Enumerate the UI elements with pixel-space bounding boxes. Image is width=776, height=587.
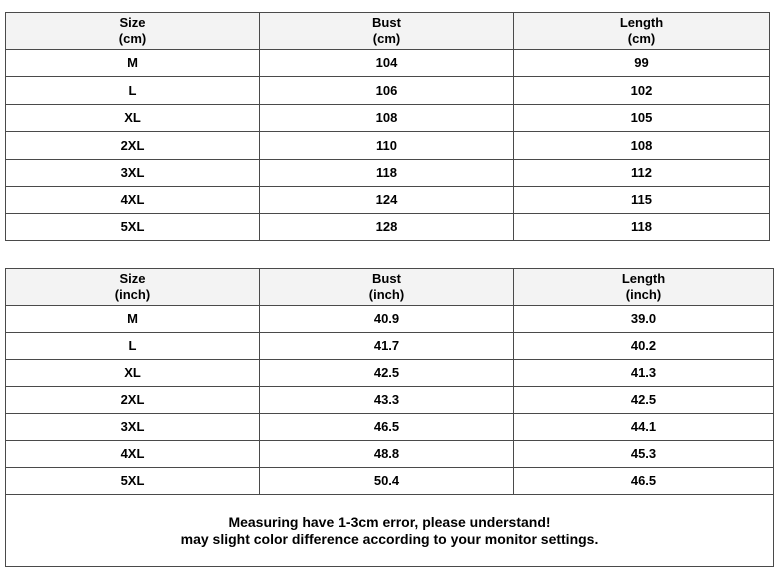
bust-cell: 50.4 <box>260 468 514 495</box>
size-table-cm <box>5 12 770 241</box>
size-cell: XL <box>6 105 260 132</box>
length-cell: 42.5 <box>514 387 774 414</box>
length-cell: 118 <box>514 214 770 241</box>
bust-cell: 106 <box>260 77 514 105</box>
length-cell: 112 <box>514 160 770 187</box>
header-bust: Bust (inch) <box>260 269 514 306</box>
length-cell: 40.2 <box>514 333 774 360</box>
size-cell: 2XL <box>6 387 260 414</box>
length-cell: 45.3 <box>514 441 774 468</box>
table-row <box>6 214 770 241</box>
bust-cell: 124 <box>260 187 514 214</box>
size-cell: L <box>6 333 260 360</box>
table-row <box>6 160 770 187</box>
bust-cell: 42.5 <box>260 360 514 387</box>
note-color: may slight color difference according to your monitor settings. <box>180 530 599 547</box>
bust-cell: 41.7 <box>260 333 514 360</box>
bust-cell: 110 <box>260 132 514 160</box>
table-row <box>6 77 770 105</box>
table-row <box>6 50 770 77</box>
size-table-inch <box>5 268 774 567</box>
table-row <box>6 306 774 333</box>
table-row <box>6 187 770 214</box>
table-row <box>6 414 774 441</box>
table-row <box>6 105 770 132</box>
header-row <box>6 269 774 306</box>
length-cell: 99 <box>514 50 770 77</box>
table-row <box>6 441 774 468</box>
size-cell: 4XL <box>6 187 260 214</box>
note-error: Measuring have 1-3cm error, please understand! <box>228 513 551 530</box>
size-cell: 5XL <box>6 468 260 495</box>
header-length: Length (inch) <box>514 269 774 306</box>
note-row <box>6 495 774 567</box>
length-cell: 41.3 <box>514 360 774 387</box>
bust-cell: 40.9 <box>260 306 514 333</box>
size-cell: 3XL <box>6 160 260 187</box>
header-length: Length (cm) <box>514 13 770 50</box>
bust-cell: 104 <box>260 50 514 77</box>
table-row <box>6 387 774 414</box>
size-cell: XL <box>6 360 260 387</box>
header-size: Size (inch) <box>6 269 260 306</box>
header-row <box>6 13 770 50</box>
bust-cell: 43.3 <box>260 387 514 414</box>
length-cell: 105 <box>514 105 770 132</box>
size-cell: 2XL <box>6 132 260 160</box>
table-row <box>6 132 770 160</box>
table-row <box>6 333 774 360</box>
table-row <box>6 360 774 387</box>
header-bust: Bust (cm) <box>260 13 514 50</box>
size-cell: 4XL <box>6 441 260 468</box>
size-cell: L <box>6 77 260 105</box>
length-cell: 46.5 <box>514 468 774 495</box>
bust-cell: 46.5 <box>260 414 514 441</box>
size-cell: M <box>6 306 260 333</box>
length-cell: 39.0 <box>514 306 774 333</box>
note-cell <box>6 495 774 567</box>
length-cell: 44.1 <box>514 414 774 441</box>
bust-cell: 128 <box>260 214 514 241</box>
length-cell: 115 <box>514 187 770 214</box>
bust-cell: 48.8 <box>260 441 514 468</box>
length-cell: 102 <box>514 77 770 105</box>
table-row <box>6 468 774 495</box>
length-cell: 108 <box>514 132 770 160</box>
size-cell: 3XL <box>6 414 260 441</box>
bust-cell: 108 <box>260 105 514 132</box>
size-cell: 5XL <box>6 214 260 241</box>
size-cell: M <box>6 50 260 77</box>
bust-cell: 118 <box>260 160 514 187</box>
header-size: Size (cm) <box>6 13 260 50</box>
